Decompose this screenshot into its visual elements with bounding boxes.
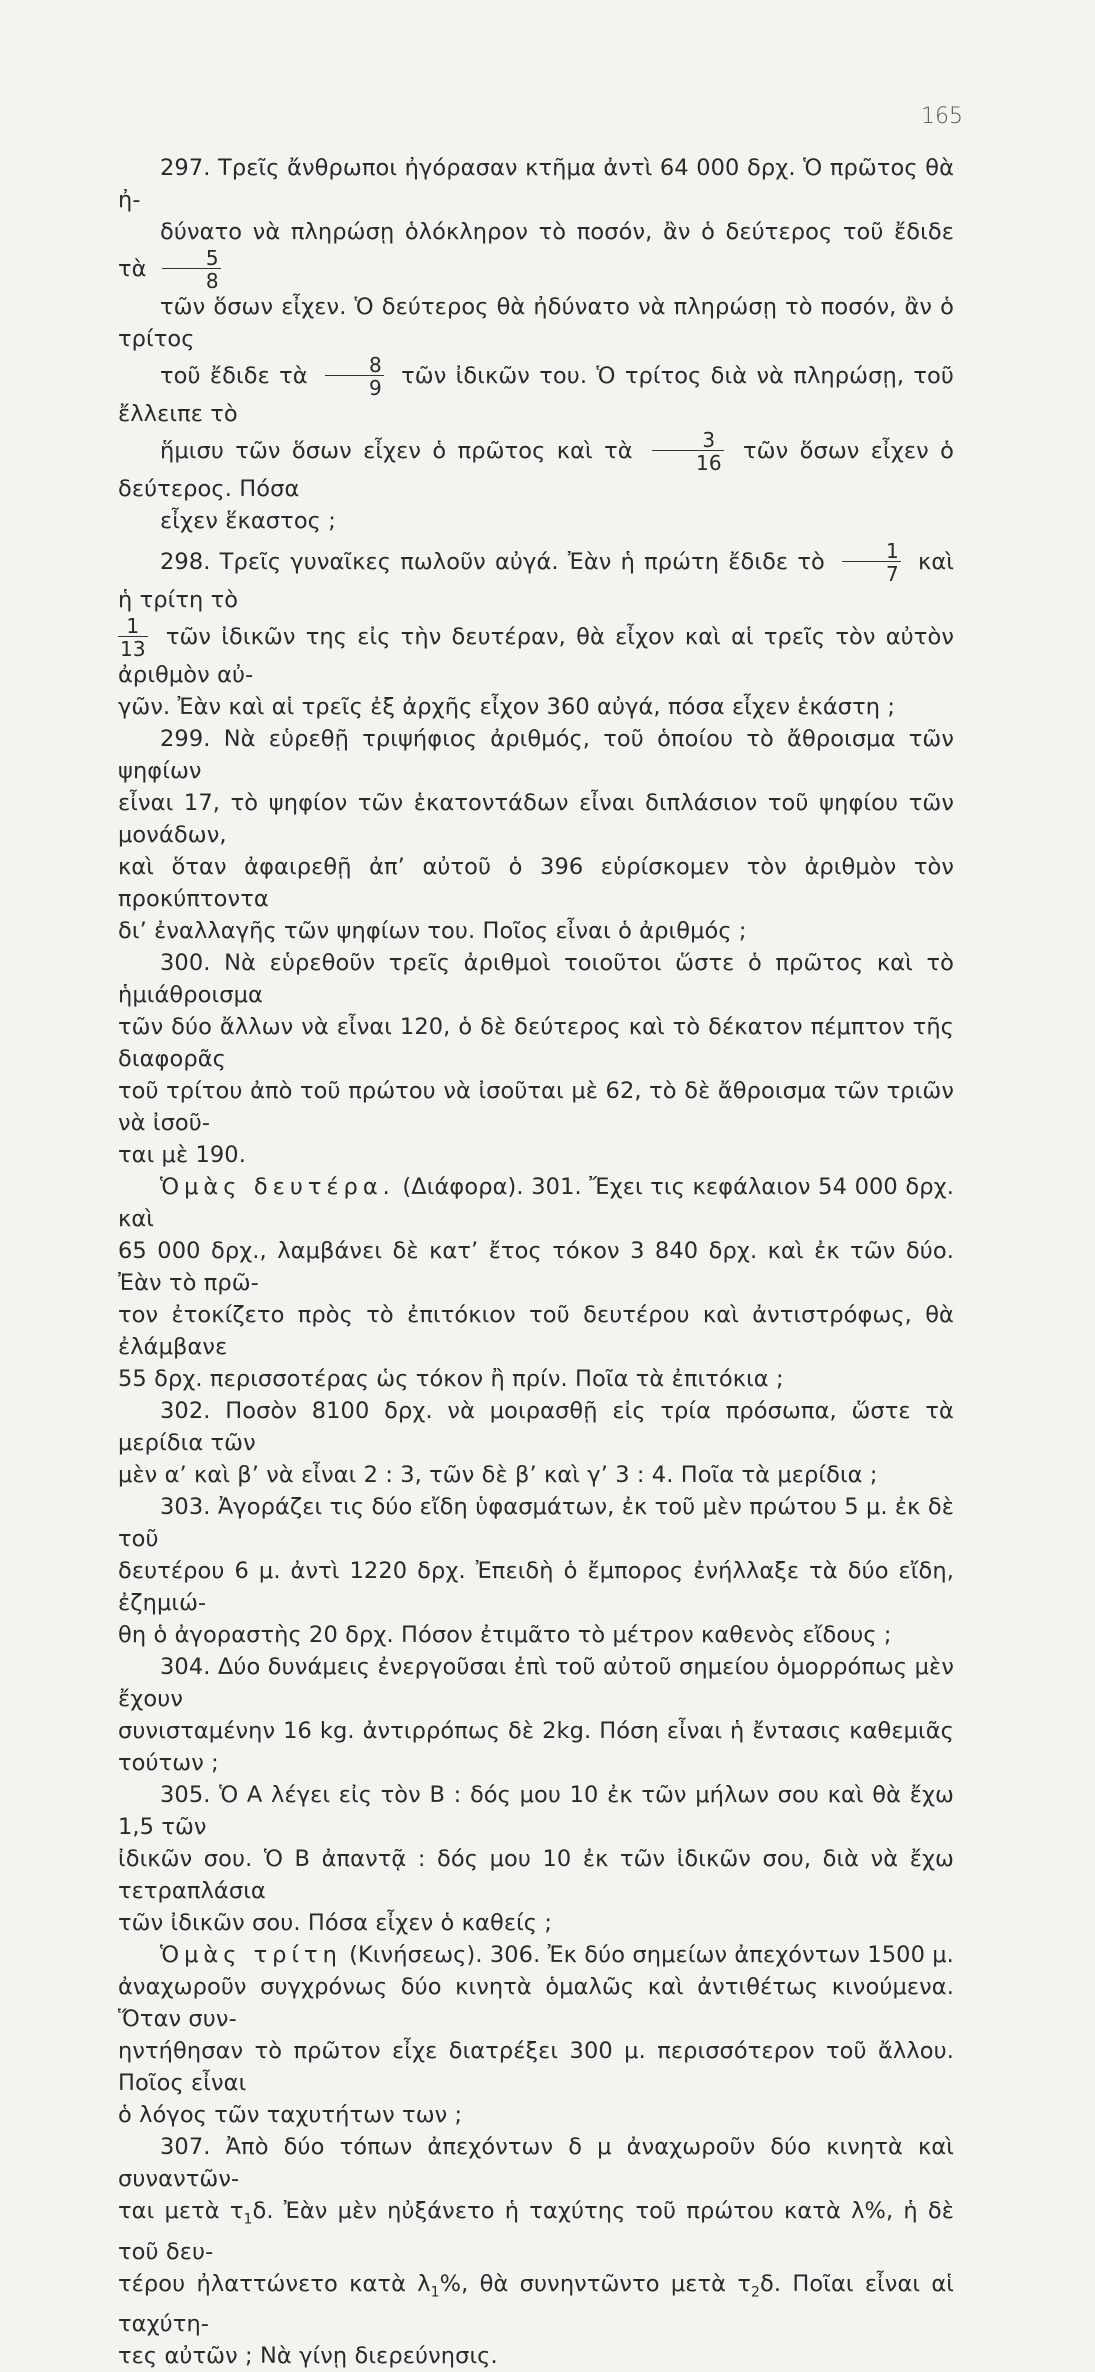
text-line: τῶν ἰδικῶν σου. Πόσα εἶχεν ὁ καθείς ;: [118, 1910, 553, 1936]
text-line: [118, 355, 954, 430]
fraction-numerator: 1: [126, 614, 140, 638]
text-line: 302. Ποσὸν 8100 δρχ. νὰ μοιρασθῇ εἰς τρία πρόσωπα, ὥστε τὰ μερίδια τῶν: [118, 1398, 954, 1456]
fraction-numerator: 5: [205, 246, 219, 270]
subscript: 1: [243, 2211, 253, 2228]
text-line: 304. Δύο δυνάμεις ἐνεργοῦσαι ἐπὶ τοῦ αὐτοῦ σημείου ὁμορρόπως μὲν ἔχουν: [118, 1654, 954, 1712]
fraction-denominator: 7: [842, 561, 901, 584]
text-line: 303. Ἀγοράζει τις δύο εἴδη ὑφασμάτων, ἐκ τοῦ μὲν πρώτου 5 μ. ἐκ δὲ τοῦ: [118, 1494, 954, 1552]
text-line: τες αὐτῶν ; Νὰ γίνῃ διερεύνησις.: [118, 2343, 498, 2369]
page-content: [118, 152, 954, 2372]
fraction-denominator: 13: [120, 637, 146, 661]
text-line: θη ὁ ἀγοραστὴς 20 δρχ. Πόσον ἐτιμᾶτο τὸ μέτρον καθενὸς εἴδους ;: [118, 1622, 892, 1648]
text-line: τῶν ὅσων εἶχεν. Ὁ δεύτερος θὰ ἠδύνατο νὰ πληρώσῃ τὸ ποσόν, ἂν ὁ τρίτος: [118, 294, 954, 352]
problem-305: [118, 1779, 954, 1939]
text-line: [118, 1171, 954, 1235]
page-number: 165: [921, 104, 963, 129]
text-line: καὶ ὅταν ἀφαιρεθῇ ἀπ’ αὐτοῦ ὁ 396 εὑρίσκομεν τὸν ἀριθμὸν τὸν προκύπτοντα: [118, 854, 954, 912]
text-line: [118, 616, 954, 691]
text-span: %, θὰ συνηντῶντο μετὰ τ: [439, 2270, 751, 2297]
text-line: τοῦ τρίτου ἀπὸ τοῦ πρώτου νὰ ἰσοῦται μὲ 62, τὸ δὲ ἄθροισμα τῶν τριῶν νὰ ἰσοῦ-: [118, 1078, 954, 1136]
text-span: τῶν ὅσων εἶχεν ὁ δεύτερος. Πόσα: [118, 438, 954, 502]
problem-302: [118, 1395, 954, 1491]
text-line: ἰδικῶν σου. Ὁ Β ἀπαντᾷ : δός μου 10 ἐκ τῶν ἰδικῶν σου, διὰ νὰ ἔχω τετραπλάσια: [118, 1846, 954, 1904]
text-span: καὶ ἡ τρίτη τὸ: [118, 549, 954, 613]
problem-298: [118, 541, 954, 723]
text-line: ται μὲ 190.: [118, 1142, 246, 1168]
text-line: ηντήθησαν τὸ πρῶτον εἶχε διατρέξει 300 μ. περισσότερον τοῦ ἄλλου. Ποῖος εἶναι: [118, 2038, 954, 2096]
subscript: 1: [430, 2284, 440, 2300]
fraction-5-8: [162, 248, 221, 291]
fraction-numerator: 3: [702, 428, 716, 452]
problem-297: [118, 152, 954, 537]
text-line: τον ἐτοκίζετο πρὸς τὸ ἐπιτόκιον τοῦ δευτέρου καὶ ἀντιστρόφως, θὰ ἐλάμβανε: [118, 1302, 954, 1360]
fraction-3-16: [652, 430, 724, 473]
fraction-1-7: [842, 541, 901, 584]
fraction-1-13: [118, 616, 148, 659]
text-line: [118, 2195, 954, 2268]
text-line: 307. Ἀπὸ δύο τόπων ἀπεχόντων δ μ ἀναχωροῦν δύο κινητὰ καὶ συναντῶν-: [118, 2134, 954, 2192]
problem-301: [118, 1171, 954, 1395]
text-span: τῶν ἰδικῶν της εἰς τὴν δευτέραν, θὰ εἶχον καὶ αἱ τρεῖς τὸν αὐτὸν ἀριθμὸν αὐ-: [118, 624, 954, 688]
text-line: 297. Τρεῖς ἄνθρωποι ἠγόρασαν κτῆμα ἀντὶ 64 000 δρχ. Ὁ πρῶτος θὰ ἠ-: [118, 155, 954, 213]
fraction-numerator: 1: [886, 539, 899, 563]
text-line: ὁ λόγος τῶν ταχυτήτων των ;: [118, 2102, 463, 2128]
text-line: γῶν. Ἐὰν καὶ αἱ τρεῖς ἐξ ἀρχῆς εἶχον 360 αὐγά, πόσα εἶχεν ἑκάστη ;: [118, 694, 896, 720]
text-span: δ. Ἐὰν μὲν ηὐξάνετο ἡ ταχύτης τοῦ πρώτου κατὰ λ%, ἡ δὲ τοῦ δευ-: [118, 2198, 954, 2265]
problem-303: [118, 1491, 954, 1651]
text-line: [118, 430, 954, 505]
text-line: 65 000 δρχ., λαμβάνει δὲ κατ’ ἔτος τόκον 3 840 δρχ. καὶ ἐκ τῶν δύο. Ἐὰν τὸ πρῶ-: [118, 1238, 954, 1296]
text-line: μὲν α’ καὶ β’ νὰ εἶναι 2 : 3, τῶν δὲ β’ καὶ γ’ 3 : 4. Ποῖα τὰ μερίδια ;: [118, 1462, 878, 1488]
problem-306: [118, 1939, 954, 2131]
problem-300: [118, 947, 954, 1171]
text-line: δι’ ἐναλλαγῆς τῶν ψηφίων του. Ποῖος εἶναι ὁ ἀριθμός ;: [118, 918, 747, 944]
group-heading-2: Ὁμὰς δευτέρα.: [160, 1174, 395, 1200]
text-line: [118, 1939, 954, 1971]
text-line: 305. Ὁ Α λέγει εἰς τὸν Β : δός μου 10 ἐκ τῶν μήλων σου καὶ θὰ ἔχω 1,5 τῶν: [118, 1782, 954, 1840]
text-line: τῶν δύο ἄλλων νὰ εἶναι 120, ὁ δὲ δεύτερος καὶ τὸ δέκατον πέμπτον τῆς διαφορᾶς: [118, 1014, 954, 1072]
text-span: τοῦ ἔδιδε τὰ: [160, 363, 308, 389]
text-line: 299. Νὰ εὑρεθῇ τριψήφιος ἀριθμός, τοῦ ὁποίου τὸ ἄθροισμα τῶν ψηφίων: [118, 726, 954, 784]
text-span: 298. Τρεῖς γυναῖκες πωλοῦν αὐγά. Ἐὰν ἡ πρώτη ἔδιδε τὸ: [160, 549, 825, 575]
fraction-denominator: 8: [162, 268, 221, 291]
text-span: (Διάφορα). 301. Ἔχει τις κεφάλαιον 54 000 δρχ. καὶ: [118, 1174, 954, 1232]
fraction-denominator: 16: [652, 450, 724, 473]
problem-307: [118, 2131, 954, 2372]
subscript: 2: [750, 2284, 760, 2300]
problem-304: [118, 1651, 954, 1779]
text-span: ἥμισυ τῶν ὅσων εἶχεν ὁ πρῶτος καὶ τὰ: [160, 438, 633, 464]
text-line: 55 δρχ. περισσοτέρας ὡς τόκον ἢ πρίν. Ποῖα τὰ ἐπιτόκια ;: [118, 1366, 784, 1392]
text-span: ται μετὰ τ: [118, 2198, 244, 2224]
text-line: συνισταμένην 16 kg. ἀντιρρόπως δὲ 2kg. Πόση εἶναι ἡ ἔντασις καθεμιᾶς τούτων ;: [118, 1718, 954, 1776]
text-line: ἀναχωροῦν συγχρόνως δύο κινητὰ ὁμαλῶς καὶ ἀντιθέτως κινούμενα. Ὅταν συν-: [118, 1974, 954, 2032]
text-span: (Κινήσεως). 306. Ἐκ δύο σημείων ἀπεχόντων 1500 μ.: [349, 1942, 954, 1968]
fraction-numerator: 8: [369, 353, 382, 377]
text-span: δ. Ποῖαι εἶναι αἱ ταχύτη-: [118, 2270, 954, 2337]
group-heading-3: Ὁμὰς τρίτη: [160, 1942, 342, 1968]
text-line: εἶναι 17, τὸ ψηφίον τῶν ἑκατοντάδων εἶναι διπλάσιον τοῦ ψηφίου τῶν μονάδων,: [118, 790, 954, 848]
problem-299: [118, 723, 954, 947]
text-span: τέρου ἠλαττώνετο κατὰ λ: [118, 2270, 431, 2297]
text-line: [118, 216, 954, 291]
text-span: τῶν ἰδικῶν του. Ὁ τρίτος διὰ νὰ πληρώσῃ, τοῦ ἔλλειπε τὸ: [118, 363, 954, 427]
text-line: εἶχεν ἕκαστος ;: [160, 508, 336, 534]
text-line: [118, 541, 954, 616]
text-line: 300. Νὰ εὑρεθοῦν τρεῖς ἀριθμοὶ τοιοῦτοι ὥστε ὁ πρῶτος καὶ τὸ ἡμιάθροισμα: [118, 950, 954, 1008]
text-line: [118, 2268, 954, 2341]
fraction-8-9: [325, 355, 384, 398]
text-line: δευτέρου 6 μ. ἀντὶ 1220 δρχ. Ἐπειδὴ ὁ ἔμπορος ἐνήλλαξε τὰ δύο εἴδη, ἐζημιώ-: [118, 1558, 954, 1616]
text-span: δύνατο νὰ πληρώσῃ ὁλόκληρον τὸ ποσόν, ἂν ὁ δεύτερος τοῦ ἔδιδε τὰ: [118, 219, 954, 282]
fraction-denominator: 9: [325, 375, 384, 398]
